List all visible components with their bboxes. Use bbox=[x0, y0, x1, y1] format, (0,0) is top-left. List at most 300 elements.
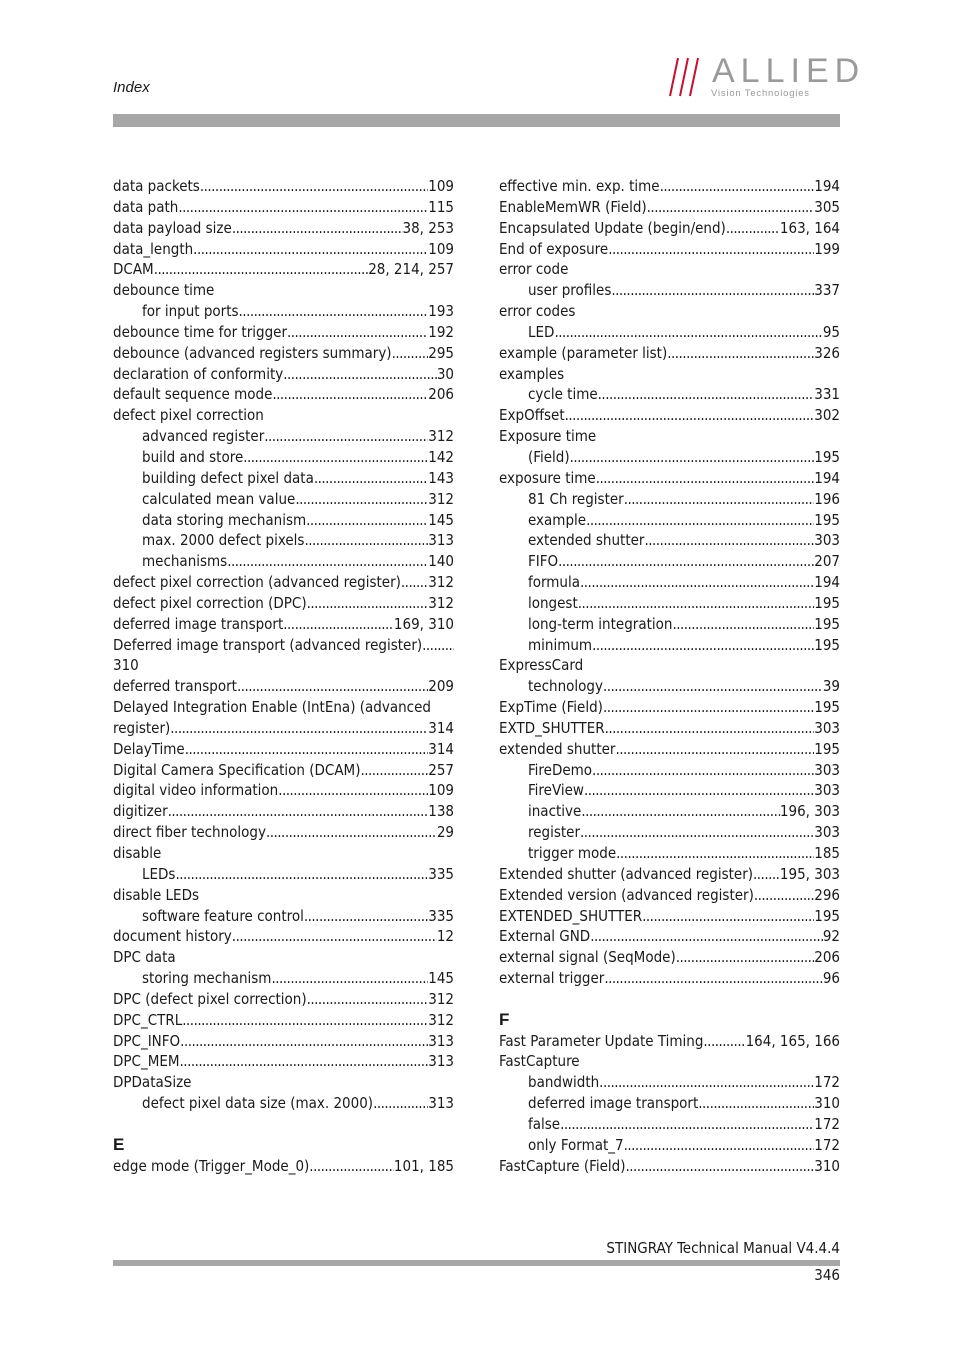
index-page-refs: 195 bbox=[814, 635, 840, 654]
index-page-refs: 296 bbox=[814, 885, 840, 904]
index-term: trigger mode bbox=[528, 844, 617, 862]
index-subentry bbox=[113, 906, 454, 927]
dot-leader bbox=[676, 947, 815, 968]
index-term: data path bbox=[113, 197, 179, 216]
index-subentry bbox=[499, 489, 840, 510]
index-entry-heading: examples bbox=[499, 364, 565, 383]
index-page-refs: 138 bbox=[428, 802, 454, 821]
index-entry bbox=[113, 197, 454, 218]
index-term: debounce time for trigger bbox=[113, 322, 287, 341]
index-term: FIFO bbox=[528, 552, 559, 571]
index-page-refs: 313 bbox=[428, 1094, 454, 1113]
dot-leader bbox=[554, 322, 822, 343]
dot-leader bbox=[239, 301, 429, 322]
index-page-refs: 172 bbox=[814, 1135, 840, 1154]
index-entry bbox=[113, 822, 454, 843]
index-entry bbox=[113, 259, 454, 280]
index-term: DelayTime bbox=[113, 739, 185, 758]
allied-logo bbox=[668, 52, 866, 100]
index-subentry bbox=[499, 614, 840, 635]
index-entry-heading: DPC data bbox=[113, 948, 176, 967]
index-term: data packets bbox=[113, 177, 200, 195]
dot-leader bbox=[422, 635, 454, 656]
dot-leader bbox=[672, 614, 814, 635]
index-page-refs: 195 bbox=[814, 593, 840, 612]
index-term: LED bbox=[528, 322, 555, 341]
footer-rule bbox=[113, 1260, 840, 1266]
index-page-refs: 303 bbox=[814, 781, 840, 800]
index-term: inactive bbox=[528, 802, 582, 821]
dot-leader bbox=[307, 593, 429, 614]
index-subentry bbox=[113, 447, 454, 468]
dot-leader bbox=[726, 218, 780, 239]
dot-leader bbox=[615, 739, 814, 760]
index-subentry bbox=[113, 426, 454, 447]
index-subentry bbox=[499, 780, 840, 801]
index-page-refs: 314 bbox=[428, 718, 454, 737]
index-page-refs: 109 bbox=[428, 781, 454, 800]
dot-leader bbox=[373, 1093, 428, 1114]
index-page-refs: 30 bbox=[436, 364, 454, 383]
dot-leader bbox=[200, 176, 428, 197]
dot-leader bbox=[304, 530, 428, 551]
index-column-left bbox=[113, 176, 454, 1177]
index-page-refs: 206 bbox=[428, 385, 454, 404]
index-page-refs: 109 bbox=[428, 239, 454, 258]
index-letter-heading: E bbox=[113, 1134, 125, 1154]
index-term: FastCapture (Field) bbox=[499, 1156, 626, 1175]
index-page-refs: 312 bbox=[428, 489, 454, 508]
index-subentry bbox=[113, 1093, 454, 1114]
index-subentry bbox=[499, 635, 840, 656]
dot-leader bbox=[283, 614, 394, 635]
index-page-refs: 164, 165, 166 bbox=[745, 1031, 840, 1050]
dot-leader bbox=[193, 239, 428, 260]
dot-leader bbox=[278, 780, 428, 801]
dot-leader bbox=[644, 530, 814, 551]
index-term: document history bbox=[113, 927, 232, 946]
index-subentry bbox=[499, 551, 840, 572]
dot-leader bbox=[243, 447, 428, 468]
index-page-refs: 313 bbox=[428, 1031, 454, 1050]
index-page-refs-continued: 310 bbox=[113, 656, 139, 675]
index-term: extended shutter bbox=[528, 531, 645, 550]
index-entry bbox=[499, 176, 840, 197]
dot-leader bbox=[168, 801, 429, 822]
index-page-refs: 12 bbox=[436, 927, 454, 946]
index-term: EXTD_SHUTTER bbox=[499, 718, 605, 737]
dot-leader bbox=[608, 239, 814, 260]
dot-leader bbox=[703, 1031, 745, 1052]
index-subentry bbox=[499, 1135, 840, 1156]
index-subentry bbox=[113, 530, 454, 551]
index-page-refs: 310 bbox=[814, 1094, 840, 1113]
index-term: LEDs bbox=[142, 864, 176, 883]
index-entry bbox=[113, 989, 454, 1010]
index-page-refs: 115 bbox=[428, 197, 454, 216]
index-term: mechanisms bbox=[142, 552, 228, 571]
index-subentry bbox=[113, 968, 454, 989]
index-page-refs: 312 bbox=[428, 593, 454, 612]
index-term: external signal (SeqMode) bbox=[499, 948, 676, 967]
index-subentry bbox=[113, 468, 454, 489]
index-term: DPC (defect pixel correction) bbox=[113, 989, 307, 1008]
dot-leader bbox=[624, 489, 815, 510]
index-entry bbox=[499, 718, 840, 739]
index-page-refs: 207 bbox=[814, 552, 840, 571]
dot-leader bbox=[616, 843, 814, 864]
index-entry-heading: error code bbox=[499, 260, 569, 279]
index-entry bbox=[113, 343, 454, 364]
dot-leader bbox=[642, 906, 814, 927]
index-page-refs: 312 bbox=[428, 573, 454, 592]
index-page-refs: 95 bbox=[822, 322, 840, 341]
index-page-refs: 101, 185 bbox=[393, 1156, 454, 1175]
index-page-refs: 29 bbox=[436, 823, 454, 842]
index-term: Extended shutter (advanced register) bbox=[499, 864, 754, 883]
index-entry bbox=[113, 593, 454, 614]
dot-leader bbox=[295, 489, 428, 510]
logo-wordmark: ALLIED bbox=[712, 52, 866, 90]
index-page-refs: 39 bbox=[822, 677, 840, 696]
index-page-refs: 194 bbox=[814, 573, 840, 592]
index-page-refs: 145 bbox=[428, 510, 454, 529]
dot-leader bbox=[580, 572, 814, 593]
dot-leader bbox=[154, 259, 368, 280]
index-page-refs: 206 bbox=[814, 948, 840, 967]
dot-leader bbox=[232, 926, 437, 947]
index-page-refs: 195 bbox=[814, 739, 840, 758]
index-page-refs: 195 bbox=[814, 614, 840, 633]
dot-leader bbox=[185, 739, 429, 760]
index-entry-heading: disable bbox=[113, 844, 162, 862]
index-entry bbox=[499, 468, 840, 489]
dot-leader bbox=[272, 384, 428, 405]
index-subentry bbox=[499, 1093, 840, 1114]
index-page-refs: 209 bbox=[428, 677, 454, 696]
dot-leader bbox=[580, 822, 814, 843]
index-term: calculated mean value bbox=[142, 489, 296, 508]
index-entry bbox=[499, 885, 840, 906]
index-entry bbox=[113, 572, 454, 593]
index-term: register) bbox=[113, 718, 171, 737]
index-term: exposure time bbox=[499, 468, 596, 487]
index-page-refs: 195 bbox=[814, 510, 840, 529]
index-entry bbox=[113, 780, 454, 801]
dot-leader bbox=[392, 343, 429, 364]
index-entry bbox=[113, 218, 454, 239]
index-entry bbox=[113, 676, 454, 697]
index-term: longest bbox=[528, 593, 578, 612]
index-page-refs: 303 bbox=[814, 760, 840, 779]
index-term: End of exposure bbox=[499, 239, 609, 258]
index-entry bbox=[113, 739, 454, 760]
dot-leader bbox=[611, 280, 814, 301]
index-page-refs: 96 bbox=[822, 969, 840, 988]
index-subentry bbox=[499, 676, 840, 697]
dot-leader bbox=[271, 968, 428, 989]
dot-leader bbox=[625, 1156, 814, 1177]
index-subentry bbox=[499, 572, 840, 593]
index-entry bbox=[499, 405, 840, 426]
index-page-refs: 312 bbox=[428, 427, 454, 446]
index-entry bbox=[113, 322, 454, 343]
index-term: Encapsulated Update (begin/end) bbox=[499, 218, 726, 237]
index-term: DPC_INFO bbox=[113, 1031, 181, 1050]
index-term: user profiles bbox=[528, 281, 612, 300]
index-page-refs: 302 bbox=[814, 406, 840, 425]
index-term: Fast Parameter Update Timing bbox=[499, 1031, 704, 1050]
dot-leader bbox=[599, 1072, 814, 1093]
index-term: building defect pixel data bbox=[142, 468, 314, 487]
dot-leader bbox=[287, 322, 428, 343]
index-entry-heading: Delayed Integration Enable (IntEna) (advanced bbox=[113, 698, 431, 717]
index-entry bbox=[499, 947, 840, 968]
index-page-refs: 313 bbox=[428, 1052, 454, 1071]
logo-subtitle: Vision Technologies bbox=[711, 88, 810, 99]
dot-leader bbox=[558, 551, 814, 572]
index-term: cycle time bbox=[528, 385, 598, 404]
footer-manual-title: STINGRAY Technical Manual V4.4.4 bbox=[606, 1239, 840, 1257]
index-entry bbox=[113, 176, 454, 197]
dot-leader bbox=[232, 218, 403, 239]
index-entry-heading: defect pixel correction bbox=[113, 406, 264, 425]
index-term: deferred image transport bbox=[113, 614, 284, 633]
dot-leader bbox=[754, 885, 814, 906]
index-page-refs: 303 bbox=[814, 531, 840, 550]
index-entry-heading: ExpressCard bbox=[499, 656, 584, 675]
index-term: DCAM bbox=[113, 260, 154, 279]
index-term: 81 Ch register bbox=[528, 489, 624, 508]
index-entry-heading: debounce time bbox=[113, 281, 215, 300]
index-entry bbox=[499, 697, 840, 718]
index-term: DPC_MEM bbox=[113, 1052, 180, 1071]
index-entry bbox=[499, 218, 840, 239]
index-term: deferred transport bbox=[113, 677, 237, 696]
index-subentry bbox=[499, 760, 840, 781]
index-page-refs: 199 bbox=[814, 239, 840, 258]
dot-leader bbox=[237, 676, 428, 697]
index-term: example bbox=[528, 510, 587, 529]
index-page-refs: 310 bbox=[814, 1156, 840, 1175]
index-page-refs: 172 bbox=[814, 1114, 840, 1133]
dot-leader bbox=[182, 1010, 428, 1031]
dot-leader bbox=[590, 926, 823, 947]
index-subentry bbox=[499, 322, 840, 343]
dot-leader bbox=[667, 343, 814, 364]
index-entry bbox=[113, 1010, 454, 1031]
index-term: defect pixel correction (advanced register) bbox=[113, 573, 401, 592]
dot-leader bbox=[624, 1135, 815, 1156]
index-entry-heading: disable LEDs bbox=[113, 885, 199, 904]
index-entry bbox=[113, 718, 454, 739]
dot-leader bbox=[360, 760, 428, 781]
index-term: technology bbox=[528, 677, 603, 696]
page-header-title: Index bbox=[113, 79, 150, 96]
index-page-refs: 172 bbox=[814, 1073, 840, 1092]
index-term: deferred image transport bbox=[528, 1094, 699, 1113]
index-subentry bbox=[499, 843, 840, 864]
index-term: for input ports bbox=[142, 302, 239, 321]
dot-leader bbox=[647, 197, 815, 218]
index-entry bbox=[499, 906, 840, 927]
dot-leader bbox=[753, 864, 780, 885]
index-page-refs: 337 bbox=[814, 281, 840, 300]
dot-leader bbox=[596, 468, 815, 489]
dot-leader bbox=[306, 510, 428, 531]
page-number: 346 bbox=[814, 1266, 840, 1284]
index-term: edge mode (Trigger_Mode_0) bbox=[113, 1156, 310, 1175]
index-subentry bbox=[499, 447, 840, 468]
index-entry-heading: DPDataSize bbox=[113, 1073, 192, 1092]
index-page-refs: 305 bbox=[814, 197, 840, 216]
index-entry bbox=[499, 926, 840, 947]
index-page-refs: 195 bbox=[814, 906, 840, 925]
index-subentry bbox=[499, 510, 840, 531]
index-term: debounce (advanced registers summary) bbox=[113, 343, 392, 362]
index-term: only Format_7 bbox=[528, 1135, 624, 1154]
index-subentry bbox=[113, 551, 454, 572]
index-term: false bbox=[528, 1114, 561, 1133]
index-page-refs: 314 bbox=[428, 739, 454, 758]
dot-leader bbox=[604, 968, 822, 989]
index-entry bbox=[113, 614, 454, 635]
index-entry bbox=[113, 384, 454, 405]
index-term: formula bbox=[528, 573, 581, 592]
index-term: defect pixel data size (max. 2000) bbox=[142, 1094, 374, 1113]
index-page-refs: 313 bbox=[428, 531, 454, 550]
index-page-refs: 257 bbox=[428, 760, 454, 779]
index-page-refs: 194 bbox=[814, 468, 840, 487]
index-term: effective min. exp. time bbox=[499, 177, 660, 195]
index-term: defect pixel correction (DPC) bbox=[113, 593, 307, 612]
index-term: data_length bbox=[113, 239, 194, 258]
index-term: long-term integration bbox=[528, 614, 673, 633]
index-page-refs: 143 bbox=[428, 468, 454, 487]
index-letter-heading: F bbox=[499, 1009, 510, 1029]
index-page-refs: 326 bbox=[814, 343, 840, 362]
index-term: EXTENDED_SHUTTER bbox=[499, 906, 643, 925]
index-page-refs: 194 bbox=[814, 177, 840, 195]
index-page-refs: 295 bbox=[428, 343, 454, 362]
index-term: FireDemo bbox=[528, 760, 593, 779]
index-page-refs: 109 bbox=[428, 177, 454, 195]
index-subentry bbox=[113, 301, 454, 322]
index-term: minimum bbox=[528, 635, 593, 654]
dot-leader bbox=[698, 1093, 814, 1114]
dot-leader bbox=[314, 468, 428, 489]
index-subentry bbox=[499, 384, 840, 405]
index-subentry bbox=[499, 593, 840, 614]
index-term: FireView bbox=[528, 781, 584, 800]
index-page-refs: 312 bbox=[428, 1010, 454, 1029]
dot-leader bbox=[592, 760, 814, 781]
dot-leader bbox=[605, 718, 815, 739]
index-entry bbox=[113, 364, 454, 385]
index-term: bandwidth bbox=[528, 1073, 600, 1092]
index-page-refs: 195, 303 bbox=[779, 864, 840, 883]
dot-leader bbox=[175, 864, 428, 885]
dot-leader bbox=[603, 676, 823, 697]
dot-leader bbox=[598, 384, 815, 405]
index-column-right bbox=[499, 176, 840, 1177]
index-subentry bbox=[499, 1072, 840, 1093]
index-page-refs: 335 bbox=[428, 864, 454, 883]
index-page-refs: 195 bbox=[814, 698, 840, 717]
index-entry-heading: Exposure time bbox=[499, 427, 597, 446]
index-subentry bbox=[113, 510, 454, 531]
index-term: max. 2000 defect pixels bbox=[142, 531, 305, 550]
index-term: EnableMemWR (Field) bbox=[499, 197, 647, 216]
index-page-refs: 192 bbox=[428, 322, 454, 341]
index-term: storing mechanism bbox=[142, 969, 272, 988]
index-page-refs: 140 bbox=[428, 552, 454, 571]
dot-leader bbox=[266, 822, 437, 843]
index-term: extended shutter bbox=[499, 739, 616, 758]
dot-leader bbox=[584, 780, 814, 801]
dot-leader bbox=[264, 426, 428, 447]
index-page-refs: 185 bbox=[814, 844, 840, 862]
index-entry bbox=[113, 239, 454, 260]
index-term: DPC_CTRL bbox=[113, 1010, 183, 1029]
index-entry bbox=[499, 239, 840, 260]
index-entry bbox=[113, 926, 454, 947]
index-page-refs: 142 bbox=[428, 447, 454, 466]
dot-leader bbox=[180, 1031, 428, 1052]
index-term: data storing mechanism bbox=[142, 510, 307, 529]
index-entry-heading: FastCapture bbox=[499, 1052, 580, 1071]
index-term: digital video information bbox=[113, 781, 279, 800]
index-page-refs: 196 bbox=[814, 489, 840, 508]
index-subentry bbox=[499, 530, 840, 551]
dot-leader bbox=[603, 697, 814, 718]
index-page-refs: 145 bbox=[428, 969, 454, 988]
index-entry bbox=[113, 1156, 454, 1177]
index-entry bbox=[499, 1031, 840, 1052]
index-term: build and store bbox=[142, 447, 244, 466]
index-term: advanced register bbox=[142, 427, 265, 446]
index-term: (Field) bbox=[528, 447, 570, 466]
index-page-refs: 92 bbox=[822, 927, 840, 946]
index-term: default sequence mode bbox=[113, 385, 273, 404]
index-entry bbox=[113, 760, 454, 781]
index-page-refs: 335 bbox=[428, 906, 454, 925]
index-subentry bbox=[499, 1114, 840, 1135]
index-term: direct fiber technology bbox=[113, 823, 266, 842]
index-entry bbox=[499, 739, 840, 760]
index-page-refs: 195 bbox=[814, 447, 840, 466]
index-page-refs: 38, 253 bbox=[402, 218, 454, 237]
index-term: External GND bbox=[499, 927, 591, 946]
index-page-refs: 196, 303 bbox=[779, 802, 840, 821]
dot-leader bbox=[401, 572, 428, 593]
dot-leader bbox=[304, 906, 428, 927]
dot-leader bbox=[578, 593, 814, 614]
index-entry bbox=[499, 968, 840, 989]
index-entry bbox=[499, 1156, 840, 1177]
index-subentry bbox=[499, 822, 840, 843]
index-entry bbox=[499, 197, 840, 218]
index-term: software feature control bbox=[142, 906, 304, 925]
index-entry bbox=[499, 864, 840, 885]
index-page-refs: 331 bbox=[814, 385, 840, 404]
index-term: declaration of conformity bbox=[113, 364, 284, 383]
dot-leader bbox=[570, 447, 815, 468]
index-entry bbox=[113, 635, 454, 656]
index-entry-heading: error codes bbox=[499, 302, 576, 321]
index-page-refs: 169, 310 bbox=[393, 614, 454, 633]
dot-leader bbox=[283, 364, 437, 385]
